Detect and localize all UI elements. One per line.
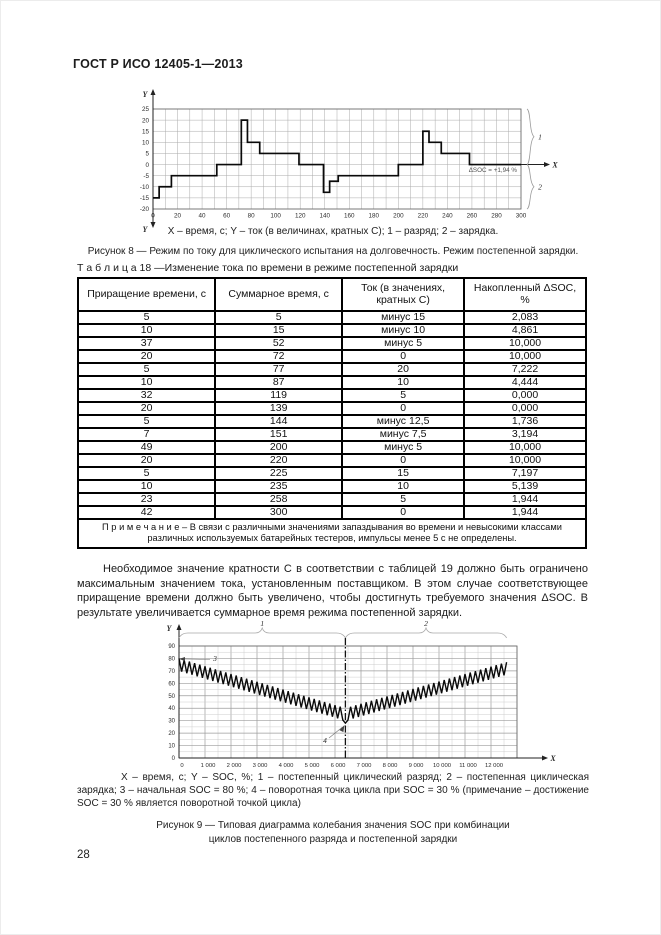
figure9-title-line1: Рисунок 9 — Типовая диаграмма колебания значения SOC при комбинации	[156, 820, 510, 831]
table18-footer	[78, 519, 586, 548]
table-cell: 139	[215, 402, 342, 415]
svg-text:200: 200	[393, 212, 404, 220]
svg-text:180: 180	[368, 212, 380, 220]
svg-text:1: 1	[260, 619, 265, 628]
table-cell: 300	[215, 506, 342, 519]
table18-note: П р и м е ч а н и е – В связи с различными значениями запаздывания во времени и невысокими классами различных используемых батарейных тестеров, импульсы менее 5 с не определены.	[78, 519, 586, 548]
figure9-chart-svg	[137, 617, 577, 775]
svg-text:70: 70	[168, 668, 175, 675]
table-cell: 37	[78, 337, 215, 350]
svg-text:0: 0	[180, 763, 184, 769]
table-cell: 10,000	[464, 454, 586, 467]
svg-text:60: 60	[223, 212, 231, 220]
table-cell: 32	[78, 389, 215, 402]
table-row	[78, 402, 586, 415]
svg-text:30: 30	[168, 718, 175, 725]
body-paragraph: Необходимое значение кратности С в соответствии с таблицей 19 должно быть ограничено максимальным значением тока, установленным поставщиком. В этом случае соответствующее приращение времени должно быть увеличено, чтобы достигнуть требуемого значения ΔSOC. В результате увеличивается суммарное время режима постепенной зарядки.	[77, 563, 588, 619]
svg-text:240: 240	[442, 212, 453, 220]
table-cell: 5	[215, 311, 342, 324]
svg-text:Y: Y	[142, 90, 148, 99]
svg-text:1 000: 1 000	[200, 763, 216, 769]
svg-text:60: 60	[168, 681, 175, 688]
table-cell: 3,194	[464, 428, 586, 441]
svg-text:100: 100	[270, 212, 281, 220]
table-cell: 144	[215, 415, 342, 428]
table-cell: 200	[215, 441, 342, 454]
table18-header	[78, 278, 586, 311]
svg-text:5: 5	[145, 150, 149, 158]
svg-text:10 000: 10 000	[432, 763, 452, 769]
svg-text:20: 20	[168, 731, 175, 738]
table-cell: 10	[342, 376, 464, 389]
svg-text:80: 80	[168, 656, 175, 663]
table-row	[78, 311, 586, 324]
svg-text:Y: Y	[166, 624, 172, 633]
figure9-variables-caption: X – время, с; Y – SOC, %; 1 – постепенный циклический разряд; 2 – постепенная циклическая зарядка; 3 – начальная SOC = 80 %; 4 – поворотная точка цикла при SOC = 30 % (примечание – достижение SOC = 30 % является поворотной точкой цикла)	[77, 772, 589, 809]
table-cell: 10	[78, 324, 215, 337]
svg-text:10: 10	[168, 743, 175, 750]
table-header-row	[78, 278, 586, 311]
table-cell: 10	[78, 376, 215, 389]
table-cell: минус 7,5	[342, 428, 464, 441]
table-cell: 77	[215, 363, 342, 376]
table-cell: 0	[342, 350, 464, 363]
table-cell: 0	[342, 402, 464, 415]
table-row	[78, 376, 586, 389]
table-cell: 5	[342, 493, 464, 506]
table-cell: 7,222	[464, 363, 586, 376]
col-header-current: Ток (в значениях, кратных С)	[342, 278, 464, 311]
table-cell: 23	[78, 493, 215, 506]
table-note-row	[78, 519, 586, 548]
svg-text:5 000: 5 000	[304, 763, 320, 769]
svg-text:7 000: 7 000	[356, 763, 372, 769]
figure9-soc-oscillation-chart	[137, 617, 577, 775]
table-row	[78, 350, 586, 363]
table-cell: 5	[78, 311, 215, 324]
svg-text:15: 15	[141, 128, 149, 136]
table-cell: 4,861	[464, 324, 586, 337]
table-row	[78, 415, 586, 428]
svg-text:120: 120	[294, 212, 306, 220]
table-cell: 1,944	[464, 493, 586, 506]
table-cell: 15	[215, 324, 342, 337]
table-cell: 5	[78, 467, 215, 480]
svg-text:260: 260	[466, 212, 478, 220]
svg-text:9 000: 9 000	[408, 763, 424, 769]
svg-text:-5: -5	[143, 172, 149, 180]
table-cell: 15	[342, 467, 464, 480]
svg-text:4: 4	[323, 736, 327, 745]
table-cell: 0	[342, 454, 464, 467]
table-row	[78, 337, 586, 350]
svg-text:25: 25	[141, 106, 149, 114]
svg-text:300: 300	[515, 212, 527, 220]
svg-text:1: 1	[538, 132, 542, 142]
table-cell: минус 15	[342, 311, 464, 324]
col-header-cumulative-time: Суммарное время, с	[215, 278, 342, 311]
svg-text:140: 140	[319, 212, 330, 220]
table-row	[78, 506, 586, 519]
table-cell: 20	[78, 350, 215, 363]
table-cell: 20	[78, 402, 215, 415]
col-header-accumulated-dsoc: Накопленный ΔSOC, %	[464, 278, 586, 311]
table-cell: 1,736	[464, 415, 586, 428]
svg-text:40: 40	[168, 706, 175, 713]
svg-text:-20: -20	[139, 206, 149, 214]
page-number: 28	[77, 849, 90, 861]
svg-text:4 000: 4 000	[278, 763, 294, 769]
table-row	[78, 428, 586, 441]
table-cell: 5,139	[464, 480, 586, 493]
svg-text:90: 90	[168, 644, 175, 650]
svg-text:20: 20	[141, 117, 149, 125]
table-cell: 7,197	[464, 467, 586, 480]
table-cell: 10,000	[464, 441, 586, 454]
svg-text:220: 220	[417, 212, 429, 220]
col-header-time-increment: Приращение времени, с	[78, 278, 215, 311]
table-cell: 52	[215, 337, 342, 350]
svg-text:8 000: 8 000	[382, 763, 398, 769]
table-row	[78, 480, 586, 493]
table-cell: минус 10	[342, 324, 464, 337]
page-header-title: ГОСТ Р ИСО 12405-1—2013	[73, 57, 243, 71]
table-cell: минус 5	[342, 337, 464, 350]
svg-text:50: 50	[168, 693, 175, 700]
svg-text:3: 3	[213, 654, 217, 663]
table-cell: 87	[215, 376, 342, 389]
table-cell: 5	[342, 389, 464, 402]
svg-text:Y: Y	[142, 225, 148, 234]
table-cell: 20	[342, 363, 464, 376]
table-cell: 10	[342, 480, 464, 493]
svg-text:2: 2	[538, 182, 542, 192]
svg-text:10: 10	[141, 139, 149, 147]
table-row	[78, 441, 586, 454]
table-cell: 119	[215, 389, 342, 402]
figure9-title-line2: циклов постепенного разряда и постепенной зарядки	[208, 833, 458, 845]
table-cell: 2,083	[464, 311, 586, 324]
figure8-current-step-chart	[119, 85, 569, 235]
svg-text:160: 160	[344, 212, 355, 220]
svg-text:2: 2	[424, 619, 428, 628]
table18-heading: Т а б л и ц а 18 —Изменение тока по времени в режиме постепенной зарядки	[77, 262, 459, 274]
table-cell: 235	[215, 480, 342, 493]
svg-text:20: 20	[174, 212, 182, 220]
svg-text:0: 0	[145, 161, 149, 169]
svg-text:3 000: 3 000	[252, 763, 268, 769]
table-cell: 10,000	[464, 350, 586, 363]
table-cell: 0,000	[464, 389, 586, 402]
table-cell: 4,444	[464, 376, 586, 389]
svg-text:11 000: 11 000	[459, 763, 477, 769]
table-cell: 225	[215, 467, 342, 480]
svg-text:0: 0	[171, 756, 175, 762]
figure8-variables-caption: X – время, с; Y – ток (в величинах, кратных С); 1 – разряд; 2 – зарядка.	[167, 226, 499, 237]
svg-text:40: 40	[198, 212, 206, 220]
table18	[77, 277, 587, 549]
table-cell: 151	[215, 428, 342, 441]
table-cell: 42	[78, 506, 215, 519]
table-cell: 0,000	[464, 402, 586, 415]
table-cell: 10	[78, 480, 215, 493]
svg-text:ΔSOC = +1,94 %: ΔSOC = +1,94 %	[468, 167, 517, 175]
svg-text:12 000: 12 000	[484, 763, 504, 769]
table-row	[78, 467, 586, 480]
table-cell: 1,944	[464, 506, 586, 519]
figure8-title: Рисунок 8 — Режим по току для циклического испытания на долговечность. Режим постепенной зарядки.	[87, 246, 579, 257]
table-cell: минус 5	[342, 441, 464, 454]
table-cell: 7	[78, 428, 215, 441]
table-cell: 0	[342, 506, 464, 519]
svg-text:-15: -15	[139, 195, 149, 203]
svg-text:-10: -10	[139, 183, 149, 191]
svg-text:80: 80	[247, 212, 255, 220]
figure9-title	[77, 819, 589, 846]
svg-text:280: 280	[491, 212, 502, 220]
table-cell: минус 12,5	[342, 415, 464, 428]
table-row	[78, 324, 586, 337]
svg-text:X: X	[550, 754, 556, 763]
table-cell: 5	[78, 363, 215, 376]
table-cell: 220	[215, 454, 342, 467]
table-cell: 258	[215, 493, 342, 506]
table18-body	[78, 311, 586, 519]
table-cell: 10,000	[464, 337, 586, 350]
svg-text:X: X	[552, 160, 558, 170]
figure8-chart-svg	[119, 85, 569, 235]
table-cell: 49	[78, 441, 215, 454]
svg-text:0: 0	[151, 212, 155, 220]
svg-text:6 000: 6 000	[330, 763, 346, 769]
table-cell: 5	[78, 415, 215, 428]
table-row	[78, 389, 586, 402]
table-row	[78, 363, 586, 376]
table-cell: 72	[215, 350, 342, 363]
table-cell: 20	[78, 454, 215, 467]
svg-text:2 000: 2 000	[226, 763, 242, 769]
table-row	[78, 493, 586, 506]
table-row	[78, 454, 586, 467]
